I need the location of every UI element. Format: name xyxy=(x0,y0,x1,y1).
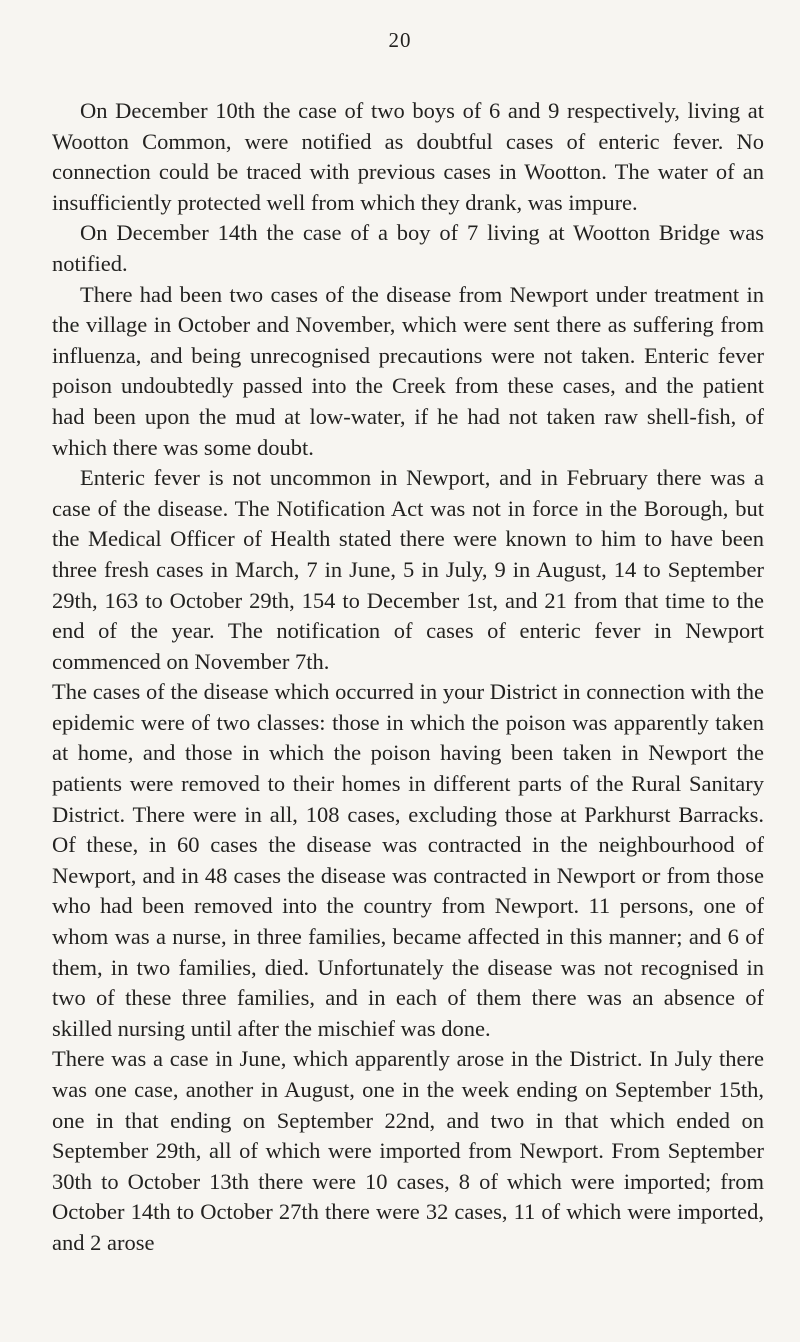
body-text xyxy=(52,96,764,1259)
paragraph: There had been two cases of the disease from Newport under treatment in the village in October and November, which were sent there as suffering from influenza, and being unrecognised precautions were not taken. Enteric fever poison undoubtedly passed into the Creek from these cases, and the patient had been upon the mud at low-water, if he had not taken raw shell-fish, of which there was some doubt. xyxy=(52,281,764,460)
paragraph: The cases of the disease which occurred in your District in connection with the epidemic were of two classes: those in which the poison was apparently taken at home, and those in which the poison having been taken in Newport the patients were removed to their homes in different parts of the Rural Sanitary District. There were in all, 108 cases, excluding those at Parkhurst Barracks. Of these, in 60 cases the disease was contracted in the neighbourhood of Newport, and in 48 cases the disease was contracted in Newport or from those who had been removed into the country from Newport. 11 persons, one of whom was a nurse, in three families, became affected in this manner; and 6 of them, in two families, died. Unfortunately the disease was not recognised in two of these three families, and in each of them there was an absence of skilled nursing until after the mischief was done. xyxy=(52,679,764,1041)
page-number: 20 xyxy=(388,28,412,52)
paragraph: Enteric fever is not uncommon in Newport, and in February there was a case of the disease. The Notification Act was not in force in the Borough, but the Medical Officer of Health stated there were known to him to have been three fresh cases in March, 7 in June, 5 in July, 9 in August, 14 to September 29th, 163 to October 29th, 154 to December 1st, and 21 from that time to the end of the year. The notification of cases of enteric fever in Newport commenced on November 7th. xyxy=(52,465,764,674)
paragraph: There was a case in June, which apparently arose in the District. In July there was one case, another in August, one in the week ending on September 15th, one in that ending on September 22nd, and two in that which ended on September 29th, all of which were imported from Newport. From September 30th to October 13th there were 10 cases, 8 of which were imported; from October 14th to October 27th there were 32 cases, 11 of which were imported, and 2 arose xyxy=(52,1046,764,1255)
paragraph: On December 10th the case of two boys of 6 and 9 respectively, living at Wootton Common, were notified as doubtful cases of enteric fever. No connection could be traced with previous cases in Wootton. The water of an insufficiently protected well from which they drank, was impure. xyxy=(52,98,764,215)
paragraph: On December 14th the case of a boy of 7 living at Wootton Bridge was notified. xyxy=(52,220,764,276)
